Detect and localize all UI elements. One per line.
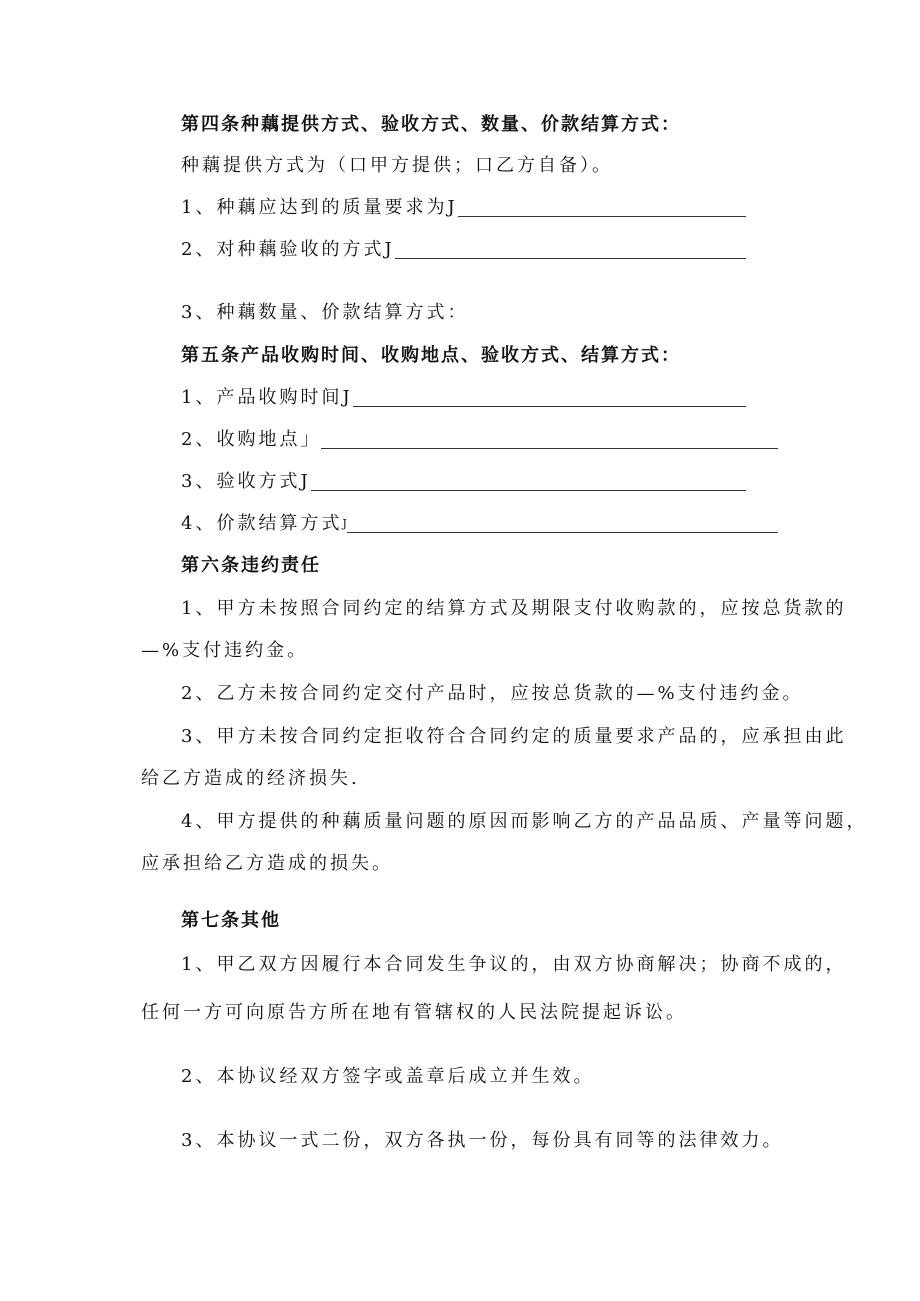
article5-item3-row: [181, 469, 746, 495]
article4-heading: 第四条种藕提供方式、验收方式、数量、价款结算方式：: [181, 114, 681, 135]
article4-item1-blank: [458, 196, 746, 217]
article7-p3: 3、本协议一式二份，双方各执一份，每份具有同等的法律效力。: [181, 1130, 784, 1151]
article5-item2-blank: [321, 428, 778, 449]
article5-item1-row: [181, 385, 746, 411]
article5-item3-blank: [311, 470, 746, 491]
article5-item3-label: 3、验收方式J: [181, 471, 311, 492]
article5-item4-label: 4、价款结算方式: [181, 513, 343, 534]
article7-heading: 第七条其他: [181, 910, 281, 931]
article4-item1-label: 1、种藕应达到的质量要求为J: [181, 197, 458, 218]
article7-p1-line2: 任何一方可向原告方所在地有管辖权的人民法院提起诉讼。: [141, 1002, 687, 1023]
article6-p1-line1: 1、甲方未按照合同约定的结算方式及期限支付收购款的，应按总货款的: [181, 598, 847, 619]
article6-p1-line2: —%支付违约金。: [141, 640, 309, 661]
article4-item3: 3、种藕数量、价款结算方式：: [181, 302, 469, 323]
article4-item2-blank: [395, 238, 746, 259]
article6-p3-line1: 3、甲方未按合同约定拒收符合合同约定的质量要求产品的，应承担由此: [181, 726, 847, 747]
article4-item2-label: 2、对种藕验收的方式J: [181, 239, 395, 260]
article5-item1-label: 1、产品收购时间J: [181, 387, 353, 408]
article7-p2: 2、本协议经双方签字或盖章后成立并生效。: [181, 1066, 595, 1087]
article5-item2-label: 2、收购地点」: [181, 429, 322, 450]
article6-p3-line2: 给乙方造成的经济损失.: [141, 768, 360, 789]
article4-item1-row: [181, 195, 746, 221]
article5-item2-row: [181, 427, 778, 453]
article7-p1-line1: 1、甲乙双方因履行本合同发生争议的，由双方协商解决；协商不成的，: [181, 954, 847, 975]
article5-item4-mark: J: [342, 517, 347, 530]
article5-item1-blank: [353, 386, 746, 407]
article5-heading: 第五条产品收购时间、收购地点、验收方式、结算方式：: [181, 345, 681, 366]
article6-p4-line2: 应承担给乙方造成的损失。: [141, 853, 393, 874]
article6-p4-line1: 4、甲方提供的种藕质量问题的原因而影响乙方的产品品质、产量等问题，: [181, 811, 868, 832]
article5-item4-blank: [347, 512, 778, 533]
article5-item4-row: [181, 511, 778, 537]
article6-heading: 第六条违约责任: [181, 555, 321, 576]
article6-p2: 2、乙方未按合同约定交付产品时，应按总货款的—%支付违约金。: [181, 683, 804, 704]
article4-provision: 种藕提供方式为（口甲方提供；口乙方自备）。: [181, 155, 613, 176]
article4-item2-row: [181, 237, 746, 263]
